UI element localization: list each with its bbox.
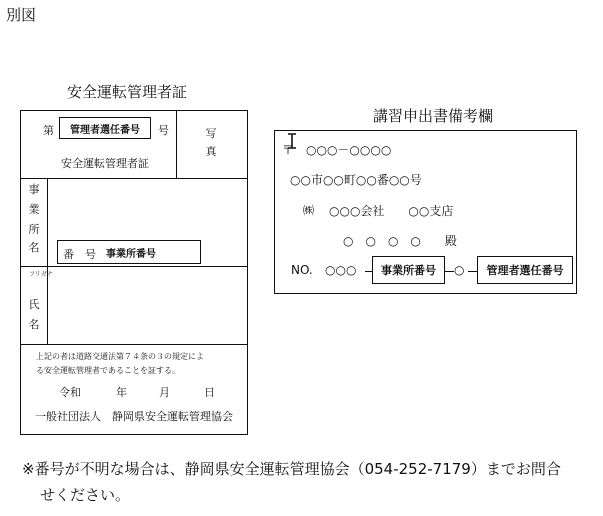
- postal-code: 〒 ○○○－○○○○: [282, 143, 392, 157]
- manager-number-box: 管理者選任番号: [59, 117, 151, 139]
- date-era: 令和: [59, 386, 81, 399]
- office-label-1: 事: [28, 183, 40, 196]
- note-line-2: せください。: [40, 486, 131, 504]
- company-mark: ㈱: [303, 204, 314, 217]
- remarks-manager-number-box: 管理者選任番号: [477, 256, 573, 284]
- certificate-title: 安全運転管理者証: [67, 83, 188, 101]
- office-label-2: 業: [28, 203, 40, 216]
- photo-label-2: 真: [205, 145, 217, 158]
- office-label-3: 所: [28, 223, 40, 236]
- cert-subtitle: 安全運転管理者証: [61, 157, 149, 170]
- number-label: 番 号: [63, 248, 96, 261]
- remarks-title: 講習申出書備考欄: [373, 107, 494, 125]
- issuer: 一般社団法人 静岡県安全運転管理協会: [35, 410, 233, 423]
- office-label-4: 名: [28, 241, 40, 254]
- label-column-divider: [47, 178, 48, 344]
- name-label-2: 名: [28, 318, 40, 331]
- note-line-1: ※番号が不明な場合は、静岡県安全運転管理協会（054-252-7179）までお問合: [22, 460, 561, 478]
- connector-line-2: [445, 271, 454, 272]
- date-month: 月: [159, 386, 170, 399]
- no-prefix: ○○○: [325, 263, 357, 277]
- certificate-card: [20, 110, 248, 435]
- date-year: 年: [116, 386, 127, 399]
- furigana-label: フリガナ: [29, 271, 53, 278]
- cert-divider-3: [21, 344, 247, 345]
- cert-no-suffix: 号: [158, 124, 169, 137]
- middle-mark: ○: [454, 263, 465, 277]
- page-label: 別図: [6, 6, 37, 24]
- office-number-box: [57, 240, 201, 264]
- name-label-1: 氏: [28, 298, 40, 311]
- certification-text-2: る安全運転管理者であることを証する。: [36, 366, 180, 375]
- addressee: ○ ○ ○ ○ 殿: [343, 234, 457, 248]
- cert-no-prefix: 第: [43, 124, 54, 137]
- address: ○○市○○町○○番○○号: [290, 173, 422, 187]
- photo-label-1: 写: [205, 127, 217, 140]
- photo-divider: [176, 111, 177, 178]
- certification-text-1: 上記の者は道路交通法第７４条の３の規定によ: [36, 352, 204, 361]
- cert-divider-2: [21, 266, 247, 267]
- no-label: NO.: [291, 263, 313, 277]
- date-day: 日: [204, 386, 215, 399]
- remarks-office-number-box: 事業所番号: [372, 256, 445, 284]
- remarks-box: [274, 130, 577, 294]
- cert-divider-1: [21, 178, 247, 179]
- company-name: ○○○会社 ○○支店: [329, 204, 454, 218]
- office-number-box-label: 事業所番号: [106, 248, 156, 260]
